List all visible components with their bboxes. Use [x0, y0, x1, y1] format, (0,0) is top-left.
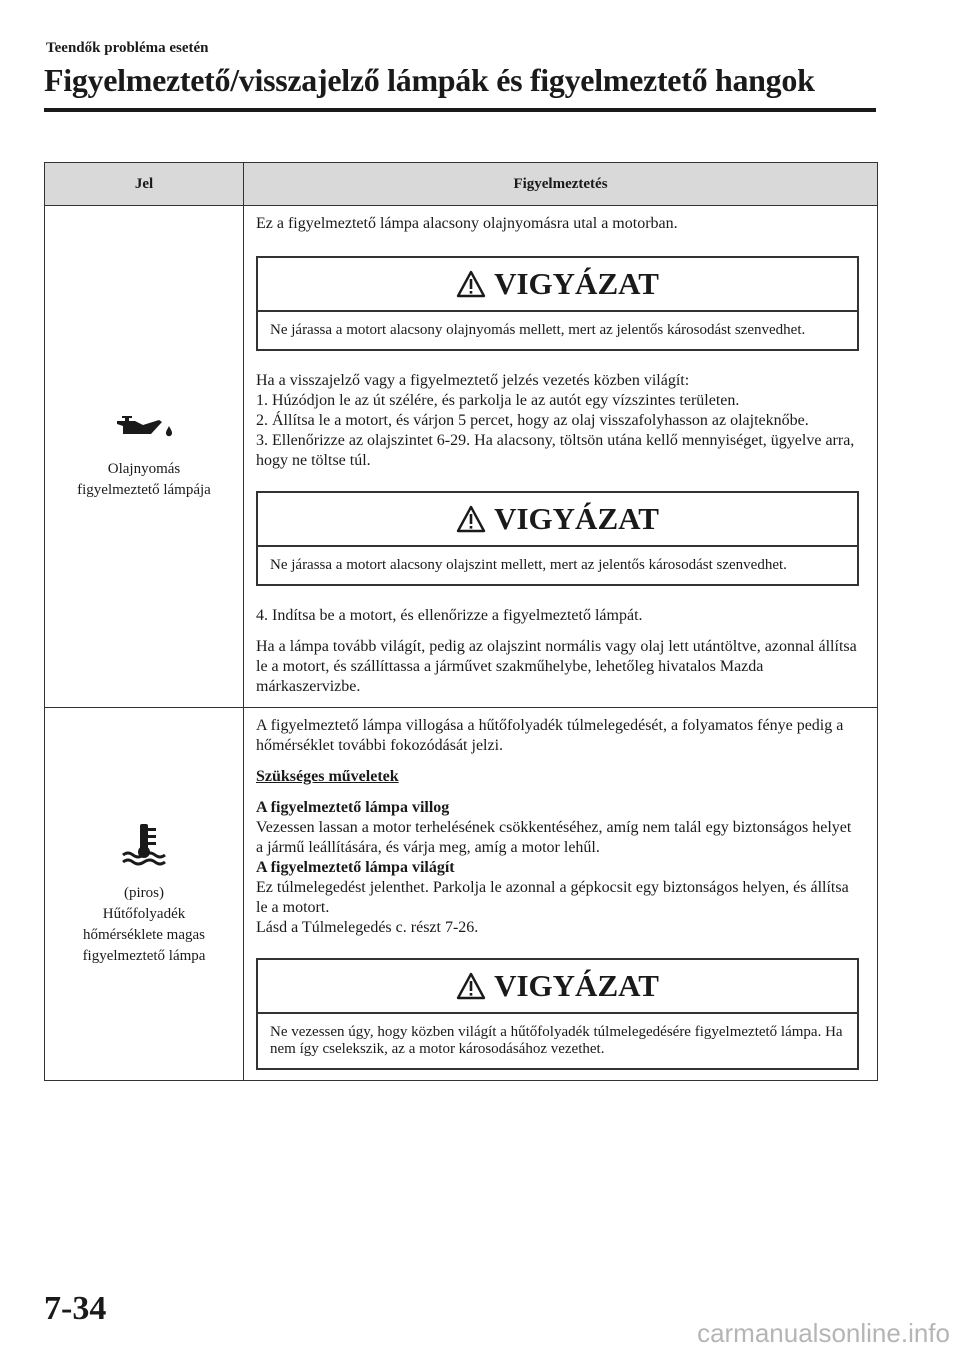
blink-heading: A figyelmeztető lámpa villog — [256, 799, 450, 816]
title-rule — [44, 108, 876, 112]
warning-triangle-icon — [456, 505, 486, 533]
step-line: 4. Indítsa be a motort, és ellenőrizze a figyelmeztető lámpát. — [256, 607, 643, 624]
step-line: 3. Ellenőrizze az olajszintet 6-29. Ha alacsony, töltsön utána kellő mennyiséget, ügyelve arra, hogy ne töltse túl. — [256, 432, 855, 469]
actions-heading — [256, 767, 859, 787]
table-row — [45, 206, 877, 707]
oil-pressure-warning-icon — [113, 412, 175, 449]
caution-title: VIGYÁZAT — [494, 968, 659, 1003]
caution-box — [256, 491, 859, 586]
symbol-label-line: figyelmeztető lámpája — [77, 482, 211, 498]
symbol-label-line: Hűtőfolyadék — [102, 905, 186, 922]
final-text: Ha a lámpa tovább világít, pedig az olajszint normális vagy olaj lett utántöltve, azonnal állítsa le a motort, és szállíttassa a járművet szakműhelybe, lehetőleg hivatalos Mazda márkaszervizbe. — [256, 638, 857, 695]
column-header-symbol: Jel — [45, 163, 244, 205]
warning-cell — [244, 708, 877, 1080]
warning-triangle-icon — [456, 972, 486, 1000]
lit-heading: A figyelmeztető lámpa világít — [256, 859, 455, 876]
step-line: 1. Húzódjon le az út szélére, és parkolja le az autót egy vízszintes területen. — [256, 392, 740, 409]
actions-heading-text: Szükséges műveletek — [256, 768, 399, 785]
caution-box — [256, 256, 859, 351]
lit-text: Ez túlmelegedést jelenthet. Parkolja le azonnal a gépkocsit egy biztonságos helyen, és állítsa le a motort. — [256, 879, 849, 916]
section-label: Teendők probléma esetén — [46, 40, 209, 56]
symbol-label-line: (piros) — [124, 884, 164, 901]
caution-header — [258, 493, 857, 547]
symbol-cell — [45, 206, 244, 707]
page-number: 7-34 — [44, 1290, 107, 1327]
symbol-label-line: figyelmeztető lámpa — [82, 947, 206, 964]
symbol-label-line: hőmérséklete magas — [82, 926, 206, 943]
coolant-temperature-warning-icon — [121, 822, 167, 873]
caution-title: VIGYÁZAT — [494, 266, 659, 301]
step-line: Ha a visszajelző vagy a figyelmeztető jelzés vezetés közben világít: — [256, 372, 690, 389]
caution-header — [258, 258, 857, 312]
symbol-cell — [45, 708, 244, 1080]
caution-text: Ne járassa a motort alacsony olajszint mellett, mert az jelentős károsodást szenvedhet. — [270, 557, 787, 573]
intro-text: A figyelmeztető lámpa villogása a hűtőfolyadék túlmelegedését, a folyamatos fénye pedig a hőmérséklet további fokozódását jelzi. — [256, 717, 844, 754]
warning-cell — [244, 206, 877, 707]
caution-text: Ne járassa a motort alacsony olajnyomás mellett, mert az jelentős károsodást szenvedhet. — [270, 322, 806, 338]
caution-box — [256, 958, 859, 1070]
warning-triangle-icon — [456, 270, 486, 298]
watermark: carmanualsonline.info — [697, 1318, 950, 1348]
warning-table — [44, 162, 878, 1081]
table-header — [45, 163, 877, 206]
reference-text: Lásd a Túlmelegedés c. részt 7-26. — [256, 919, 479, 936]
step-line: 2. Állítsa le a motort, és várjon 5 percet, hogy az olaj visszafolyhasson az olajteknőbe. — [256, 412, 809, 429]
caution-text: Ne vezessen úgy, hogy közben világít a hűtőfolyadék túlmelegedésére figyelmeztető lámpa. Ha nem így cselekszik, az a motor károsodásához vezethet. — [270, 1024, 843, 1057]
column-header-warning: Figyelmeztetés — [513, 175, 608, 192]
intro-text: Ez a figyelmeztető lámpa alacsony olajnyomásra utal a motorban. — [256, 215, 678, 232]
symbol-label-line: Olajnyomás — [107, 461, 181, 477]
page-title: Figyelmeztető/visszajelző lámpák és figyelmeztető hangok — [44, 62, 815, 98]
caution-header — [258, 960, 857, 1014]
table-row — [45, 707, 877, 1080]
caution-title: VIGYÁZAT — [494, 501, 659, 536]
blink-text: Vezessen lassan a motor terhelésének csökkentéséhez, amíg nem talál egy biztonságos helyet a jármű leállítására, és várja meg, amíg a motor lehűl. — [256, 819, 852, 856]
